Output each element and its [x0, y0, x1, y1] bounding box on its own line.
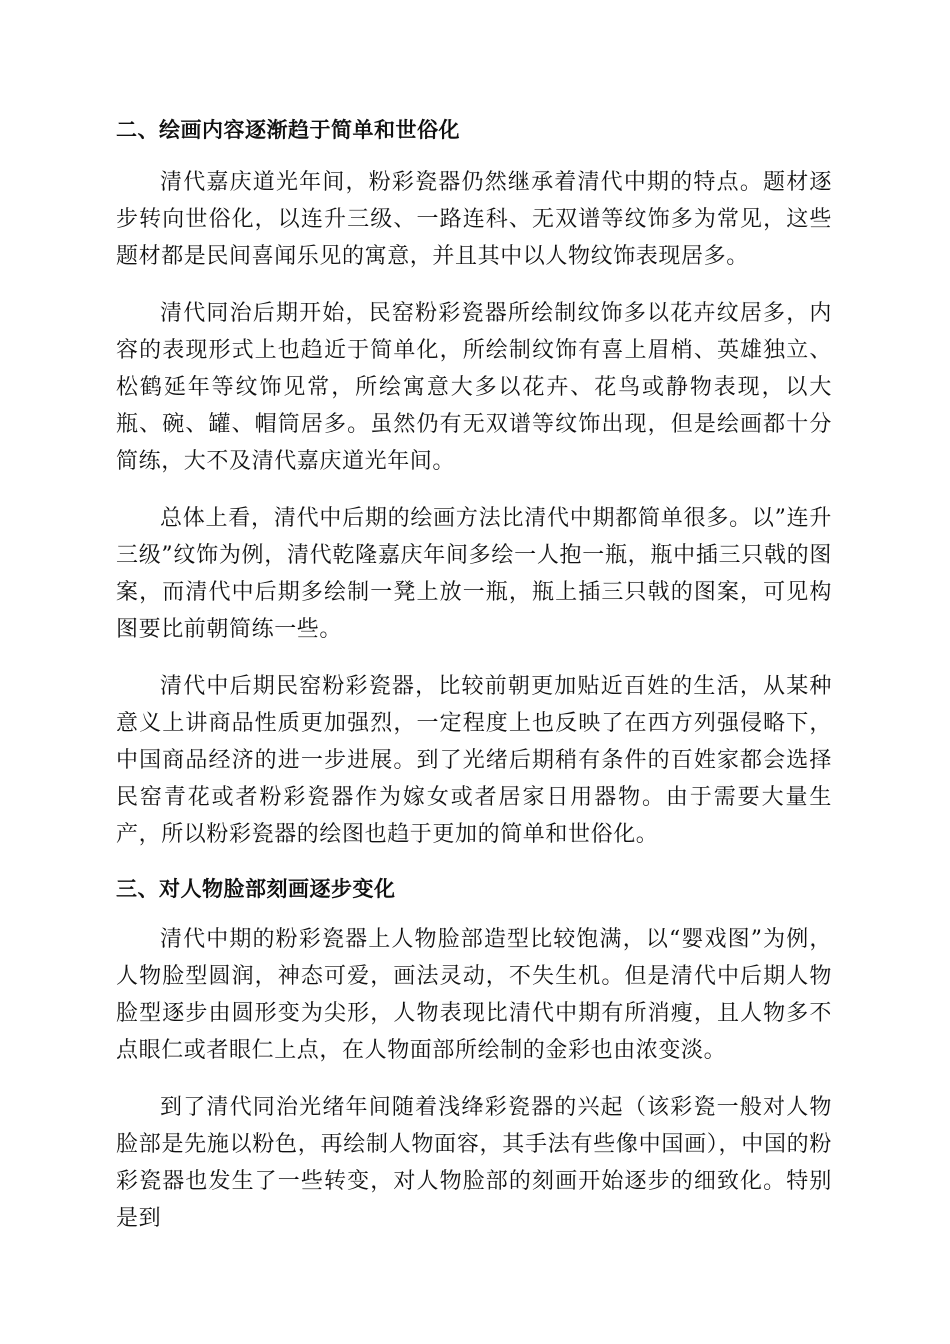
- paragraph: 清代中期的粉彩瓷器上人物脸部造型比较饱满，以“婴戏图”为例，人物脸型圆润，神态可爱，画法灵动，不失生机。但是清代中后期人物脸型逐步由圆形变为尖形，人物表现比清代中期有所消瘦，且人物多不点眼仁或者眼仁上点，在人物面部所绘制的金彩也由浓变淡。: [116, 927, 832, 1063]
- document-page: [116, 112, 832, 1237]
- paragraph: 总体上看，清代中后期的绘画方法比清代中期都简单很多。以”连升三级”纹饰为例，清代乾隆嘉庆年间多绘一人抱一瓶，瓶中插三只戟的图案，而清代中后期多绘制一凳上放一瓶，瓶上插三只戟的图案，可见构图要比前朝简练一些。: [116, 506, 832, 642]
- section-heading-face-depiction: 三、对人物脸部刻画逐步变化: [116, 877, 396, 901]
- paragraph: 清代中后期民窑粉彩瓷器，比较前朝更加贴近百姓的生活，从某种意义上讲商品性质更加强烈，一定程度上也反映了在西方列强侵略下，中国商品经济的进一步进展。到了光绪后期稍有条件的百姓家都会选择民窑青花或者粉彩瓷器作为嫁女或者居家日用器物。由于需要大量生产，所以粉彩瓷器的绘图也趋于更加的简单和世俗化。: [116, 674, 832, 847]
- section-heading-painting-content: 二、绘画内容逐渐趋于简单和世俗化: [116, 118, 460, 142]
- paragraph: 清代同治后期开始，民窑粉彩瓷器所绘制纹饰多以花卉纹居多，内容的表现形式上也趋近于简单化，所绘制纹饰有喜上眉梢、英雄独立、松鹤延年等纹饰见常，所绘寓意大多以花卉、花鸟或静物表现，以大瓶、碗、罐、帽筒居多。虽然仍有无双谱等纹饰出现，但是绘画都十分简练，大不及清代嘉庆道光年间。: [116, 301, 832, 474]
- paragraph: 到了清代同治光绪年间随着浅绛彩瓷器的兴起（该彩瓷一般对人物脸部是先施以粉色，再绘制人物面容，其手法有些像中国画），中国的粉彩瓷器也发生了一些转变，对人物脸部的刻画开始逐步的细致化。特别是到: [116, 1095, 832, 1231]
- paragraph: 清代嘉庆道光年间，粉彩瓷器仍然继承着清代中期的特点。题材逐步转向世俗化，以连升三级、一路连科、无双谱等纹饰多为常见，这些题材都是民间喜闻乐见的寓意，并且其中以人物纹饰表现居多。: [116, 170, 832, 269]
